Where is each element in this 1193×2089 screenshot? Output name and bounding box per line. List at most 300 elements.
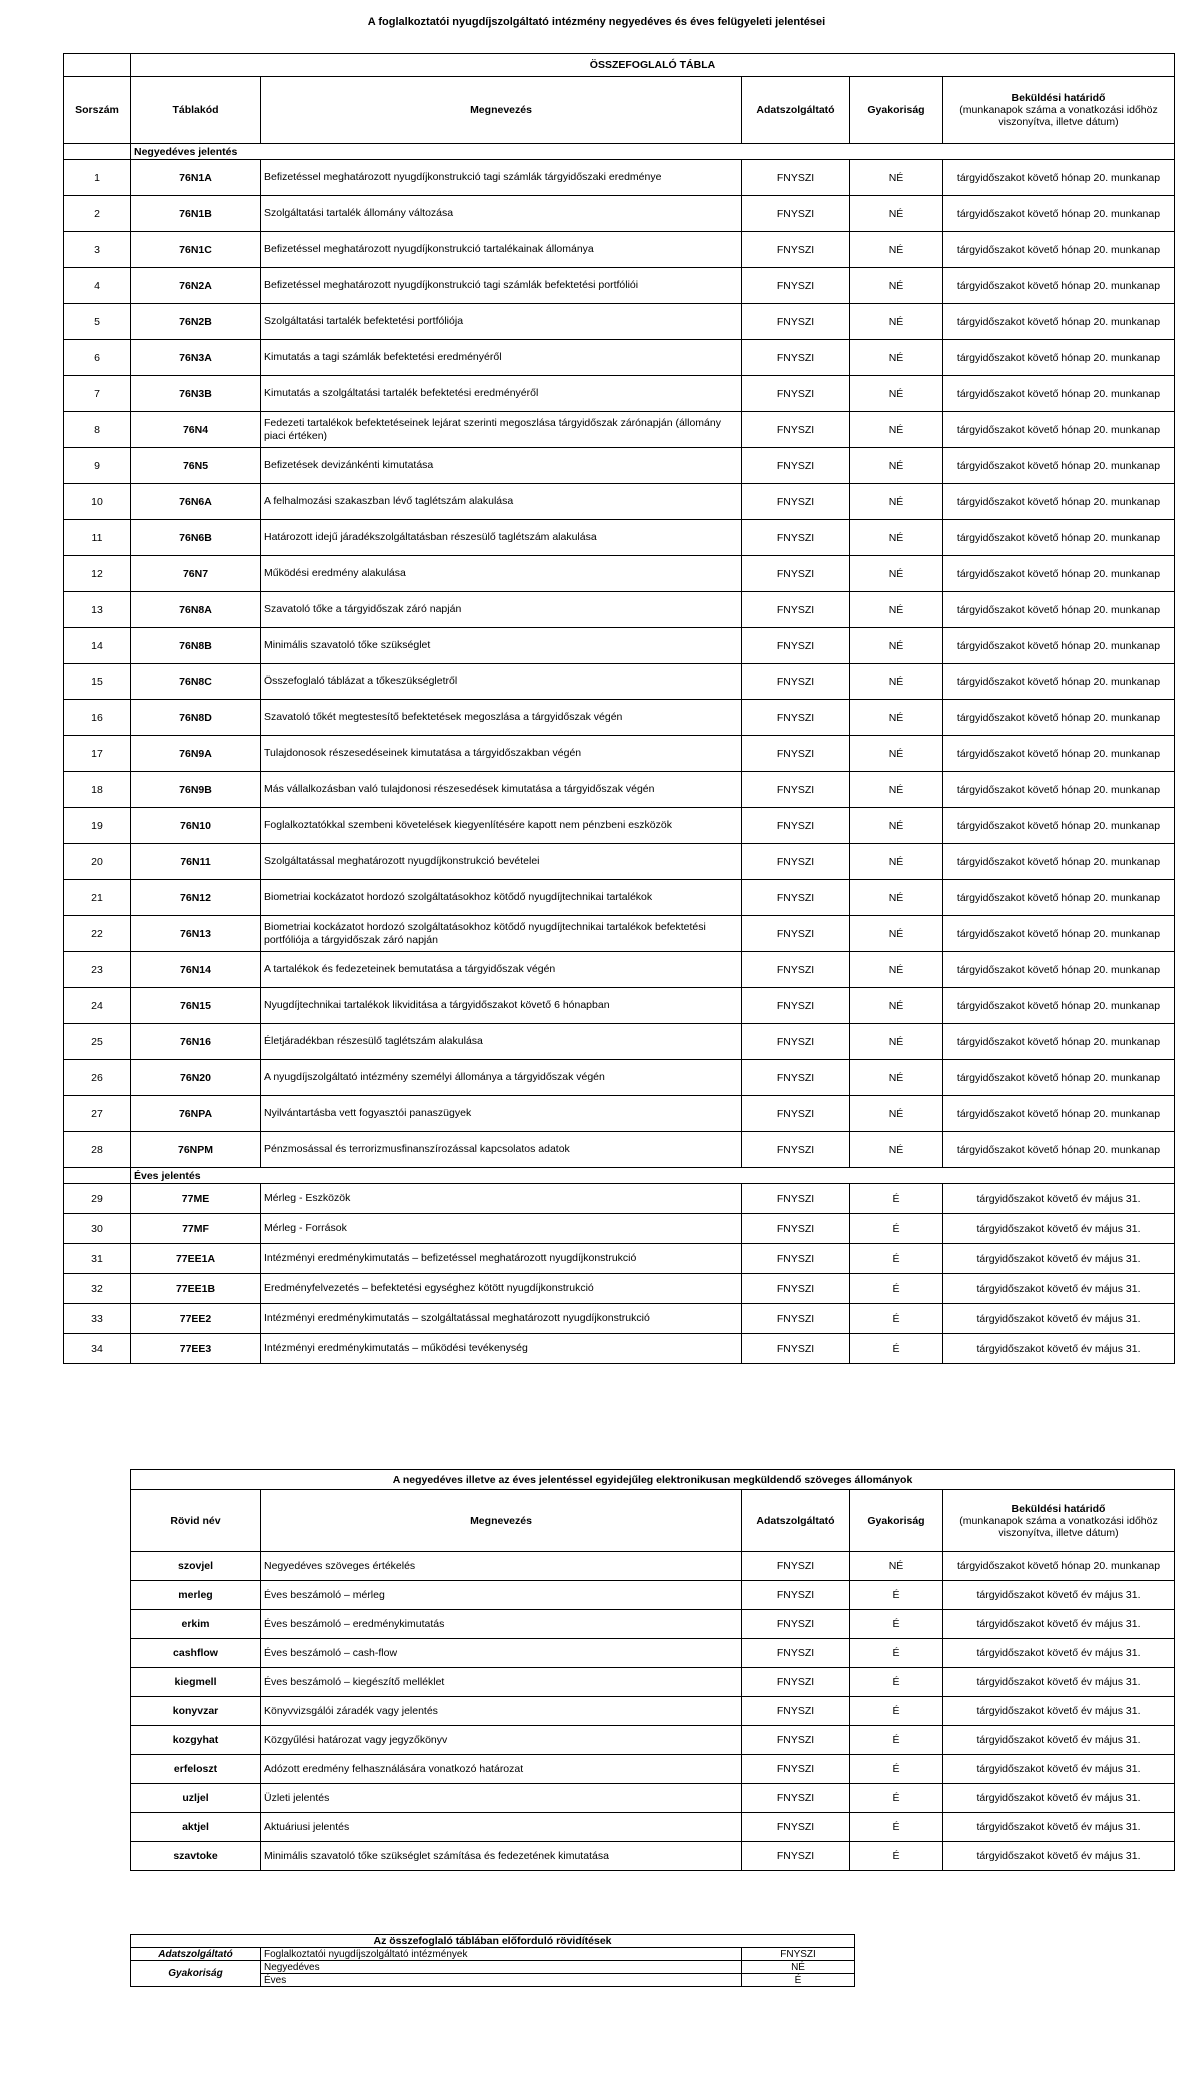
frequency: NÉ (850, 232, 943, 268)
abbrev-gyakorisag-label: Gyakoriság (131, 1961, 261, 1987)
table-code: 76N11 (131, 844, 261, 880)
table-code: 76N2A (131, 268, 261, 304)
row-name: Aktuáriusi jelentés (261, 1813, 742, 1842)
data-provider: FNYSZI (742, 484, 850, 520)
table-code: 76N8B (131, 628, 261, 664)
table-code: 76N14 (131, 952, 261, 988)
deadline: tárgyidőszakot követő hónap 20. munkanap (943, 988, 1175, 1024)
deadline: tárgyidőszakot követő év május 31. (943, 1610, 1175, 1639)
table-row (64, 1132, 1175, 1168)
frequency: NÉ (850, 664, 943, 700)
table-row (64, 376, 1175, 412)
annual-rows (64, 1168, 1175, 1364)
table-row (64, 196, 1175, 232)
data-provider: FNYSZI (742, 1334, 850, 1364)
row-name: Nyugdíjtechnikai tartalékok likviditása a tárgyidőszakot követő 6 hónapban (261, 988, 742, 1024)
frequency: É (850, 1668, 943, 1697)
frequency: NÉ (850, 268, 943, 304)
table-row (64, 484, 1175, 520)
row-number: 17 (64, 736, 131, 772)
row-name: Életjáradékban részesülő taglétszám alakulása (261, 1024, 742, 1060)
deadline: tárgyidőszakot követő hónap 20. munkanap (943, 916, 1175, 952)
deadline: tárgyidőszakot követő év május 31. (943, 1334, 1175, 1364)
data-provider: FNYSZI (742, 1274, 850, 1304)
frequency: É (850, 1842, 943, 1871)
row-number: 5 (64, 304, 131, 340)
frequency: NÉ (850, 988, 943, 1024)
table-row (64, 268, 1175, 304)
row-name: Minimális szavatoló tőke szükséglet (261, 628, 742, 664)
header-adatszolgaltato: Adatszolgáltató (742, 1490, 850, 1552)
data-provider: FNYSZI (742, 1726, 850, 1755)
summary-table-caption: ÖSSZEFOGLALÓ TÁBLA (131, 54, 1175, 77)
table-code: 76N1A (131, 160, 261, 196)
row-name: Intézményi eredménykimutatás – működési tevékenység (261, 1334, 742, 1364)
row-name: Üzleti jelentés (261, 1784, 742, 1813)
table-code: 76N4 (131, 412, 261, 448)
row-number: 12 (64, 556, 131, 592)
row-name: Adózott eredmény felhasználására vonatkozó határozat (261, 1755, 742, 1784)
row-name: Szolgáltatással meghatározott nyugdíjkonstrukció bevételei (261, 844, 742, 880)
data-provider: FNYSZI (742, 1813, 850, 1842)
row-name: Mérleg - Források (261, 1214, 742, 1244)
table-row (64, 556, 1175, 592)
deadline: tárgyidőszakot követő hónap 20. munkanap (943, 412, 1175, 448)
frequency: É (850, 1304, 943, 1334)
abbrev-adatszolgaltato-abbr: FNYSZI (742, 1948, 855, 1961)
frequency: NÉ (850, 736, 943, 772)
row-name: Intézményi eredménykimutatás – szolgáltatással meghatározott nyugdíjkonstrukció (261, 1304, 742, 1334)
row-number: 2 (64, 196, 131, 232)
table-row (131, 1813, 1175, 1842)
table-code: 76N8C (131, 664, 261, 700)
row-number: 10 (64, 484, 131, 520)
data-provider: FNYSZI (742, 1668, 850, 1697)
row-name: Biometriai kockázatot hordozó szolgáltatásokhoz kötődő nyugdíjtechnikai tartalékok (261, 880, 742, 916)
row-number: 31 (64, 1244, 131, 1274)
row-name: Befizetéssel meghatározott nyugdíjkonstrukció tagi számlák befektetési portfóliói (261, 268, 742, 304)
row-number: 18 (64, 772, 131, 808)
table-row (131, 1842, 1175, 1871)
table-code: 76N13 (131, 916, 261, 952)
short-name: konyvzar (131, 1697, 261, 1726)
deadline: tárgyidőszakot követő hónap 20. munkanap (943, 520, 1175, 556)
data-provider: FNYSZI (742, 772, 850, 808)
row-number: 20 (64, 844, 131, 880)
data-provider: FNYSZI (742, 1184, 850, 1214)
text-table-caption: A negyedéves illetve az éves jelentéssel egyidejűleg elektronikusan megküldendő szöveges állományok (131, 1470, 1175, 1490)
row-name: Szolgáltatási tartalék állomány változása (261, 196, 742, 232)
row-name: A felhalmozási szakaszban lévő taglétszám alakulása (261, 484, 742, 520)
frequency: É (850, 1726, 943, 1755)
table-row (131, 1610, 1175, 1639)
frequency: NÉ (850, 1096, 943, 1132)
table-row (131, 1581, 1175, 1610)
frequency: NÉ (850, 1552, 943, 1581)
table-row (131, 1697, 1175, 1726)
deadline: tárgyidőszakot követő hónap 20. munkanap (943, 952, 1175, 988)
table-row (64, 628, 1175, 664)
table-code: 76N6B (131, 520, 261, 556)
row-number: 23 (64, 952, 131, 988)
table-row (64, 412, 1175, 448)
deadline: tárgyidőszakot követő hónap 20. munkanap (943, 268, 1175, 304)
abbrev-gyak-q-abbr: NÉ (742, 1961, 855, 1974)
table-row (64, 1244, 1175, 1274)
deadline: tárgyidőszakot követő hónap 20. munkanap (943, 376, 1175, 412)
table-row (64, 1274, 1175, 1304)
data-provider: FNYSZI (742, 880, 850, 916)
data-provider: FNYSZI (742, 412, 850, 448)
row-number: 21 (64, 880, 131, 916)
row-name: Befizetéssel meghatározott nyugdíjkonstrukció tagi számlák tárgyidőszaki eredménye (261, 160, 742, 196)
frequency: NÉ (850, 556, 943, 592)
row-name: Nyilvántartásba vett fogyasztói panaszügyek (261, 1096, 742, 1132)
row-name: A tartalékok és fedezeteinek bemutatása a tárgyidőszak végén (261, 952, 742, 988)
data-provider: FNYSZI (742, 1697, 850, 1726)
row-name: Szolgáltatási tartalék befektetési portfóliója (261, 304, 742, 340)
frequency: NÉ (850, 952, 943, 988)
row-number: 32 (64, 1274, 131, 1304)
data-provider: FNYSZI (742, 916, 850, 952)
row-number: 9 (64, 448, 131, 484)
data-provider: FNYSZI (742, 1214, 850, 1244)
table-row (64, 700, 1175, 736)
deadline: tárgyidőszakot követő év május 31. (943, 1697, 1175, 1726)
row-name: Éves beszámoló – kiegészítő melléklet (261, 1668, 742, 1697)
table-code: 76N8D (131, 700, 261, 736)
frequency: NÉ (850, 592, 943, 628)
header-rovid-nev: Rövid név (131, 1490, 261, 1552)
deadline: tárgyidőszakot követő hónap 20. munkanap (943, 556, 1175, 592)
row-name: Negyedéves szöveges értékelés (261, 1552, 742, 1581)
deadline: tárgyidőszakot követő hónap 20. munkanap (943, 628, 1175, 664)
row-name: Kimutatás a tagi számlák befektetési eredményéről (261, 340, 742, 376)
row-name: Éves beszámoló – mérleg (261, 1581, 742, 1610)
table-row (64, 1096, 1175, 1132)
data-provider: FNYSZI (742, 232, 850, 268)
row-name: Szavatoló tőke a tárgyidőszak záró napján (261, 592, 742, 628)
table-code: 76N1B (131, 196, 261, 232)
data-provider: FNYSZI (742, 556, 850, 592)
short-name: szovjel (131, 1552, 261, 1581)
row-number: 19 (64, 808, 131, 844)
data-provider: FNYSZI (742, 1024, 850, 1060)
table-code: 77EE1A (131, 1244, 261, 1274)
header-sorszam: Sorszám (64, 77, 131, 144)
summary-table (63, 53, 1175, 1364)
row-name: Más vállalkozásban való tulajdonosi részesedések kimutatása a tárgyidőszak végén (261, 772, 742, 808)
row-name: Működési eredmény alakulása (261, 556, 742, 592)
table-row (64, 664, 1175, 700)
row-number: 13 (64, 592, 131, 628)
row-name: Könyvvizsgálói záradék vagy jelentés (261, 1697, 742, 1726)
row-name: Éves beszámoló – cash-flow (261, 1639, 742, 1668)
row-number: 28 (64, 1132, 131, 1168)
table-row (64, 1060, 1175, 1096)
row-number: 29 (64, 1184, 131, 1214)
table-row (64, 916, 1175, 952)
data-provider: FNYSZI (742, 700, 850, 736)
row-name: Befizetéssel meghatározott nyugdíjkonstrukció tartalékainak állománya (261, 232, 742, 268)
table-row (64, 304, 1175, 340)
deadline: tárgyidőszakot követő hónap 20. munkanap (943, 664, 1175, 700)
frequency: NÉ (850, 160, 943, 196)
frequency: NÉ (850, 700, 943, 736)
row-name: Éves beszámoló – eredménykimutatás (261, 1610, 742, 1639)
deadline: tárgyidőszakot követő hónap 20. munkanap (943, 700, 1175, 736)
data-provider: FNYSZI (742, 1784, 850, 1813)
table-code: 76N8A (131, 592, 261, 628)
table-code: 76N1C (131, 232, 261, 268)
data-provider: FNYSZI (742, 664, 850, 700)
frequency: É (850, 1214, 943, 1244)
data-provider: FNYSZI (742, 160, 850, 196)
abbrev-caption: Az összefoglaló táblában előforduló rövidítések (131, 1935, 855, 1948)
header-bekuldesi-sub: (munkanapok száma a vonatkozási időhöz viszonyítva, illetve dátum) (959, 104, 1158, 128)
data-provider: FNYSZI (742, 592, 850, 628)
table-code: 76N9A (131, 736, 261, 772)
frequency: NÉ (850, 1024, 943, 1060)
deadline: tárgyidőszakot követő hónap 20. munkanap (943, 304, 1175, 340)
data-provider: FNYSZI (742, 1581, 850, 1610)
header-bekuldesi (943, 77, 1175, 144)
table-row (64, 1024, 1175, 1060)
deadline: tárgyidőszakot követő év május 31. (943, 1581, 1175, 1610)
table-row (131, 1552, 1175, 1581)
table-row (64, 880, 1175, 916)
row-name: A nyugdíjszolgáltató intézmény személyi állománya a tárgyidőszak végén (261, 1060, 742, 1096)
table-row (64, 772, 1175, 808)
frequency: NÉ (850, 448, 943, 484)
short-name: erfeloszt (131, 1755, 261, 1784)
deadline: tárgyidőszakot követő év május 31. (943, 1639, 1175, 1668)
abbreviations-table (130, 1934, 855, 1987)
deadline: tárgyidőszakot követő hónap 20. munkanap (943, 160, 1175, 196)
row-number: 15 (64, 664, 131, 700)
short-name: uzljel (131, 1784, 261, 1813)
data-provider: FNYSZI (742, 340, 850, 376)
frequency: NÉ (850, 808, 943, 844)
table-code: 76N9B (131, 772, 261, 808)
table-code: 77MF (131, 1214, 261, 1244)
frequency: NÉ (850, 880, 943, 916)
data-provider: FNYSZI (742, 1842, 850, 1871)
section-quarterly: Negyedéves jelentés (131, 144, 1175, 160)
abbrev-adatszolgaltato-desc: Foglalkoztatói nyugdíjszolgáltató intézmények (261, 1948, 742, 1961)
deadline: tárgyidőszakot követő hónap 20. munkanap (943, 232, 1175, 268)
short-name: merleg (131, 1581, 261, 1610)
row-name: Mérleg - Eszközök (261, 1184, 742, 1214)
deadline: tárgyidőszakot követő hónap 20. munkanap (943, 1096, 1175, 1132)
data-provider: FNYSZI (742, 196, 850, 232)
row-number: 34 (64, 1334, 131, 1364)
row-name: Kimutatás a szolgáltatási tartalék befektetési eredményéről (261, 376, 742, 412)
row-name: Fedezeti tartalékok befektetéseinek lejárat szerinti megoszlása tárgyidőszak zárónapján (állomány piaci értéken) (261, 412, 742, 448)
data-provider: FNYSZI (742, 988, 850, 1024)
data-provider: FNYSZI (742, 304, 850, 340)
row-name: Határozott idejű járadékszolgáltatásban részesülő taglétszám alakulása (261, 520, 742, 556)
row-number: 25 (64, 1024, 131, 1060)
deadline: tárgyidőszakot követő hónap 20. munkanap (943, 448, 1175, 484)
row-name: Foglalkoztatókkal szembeni követelések kiegyenlítésére kapott nem pénzbeni eszközök (261, 808, 742, 844)
frequency: NÉ (850, 1132, 943, 1168)
frequency: NÉ (850, 520, 943, 556)
table-code: 76N10 (131, 808, 261, 844)
header-bekuldesi (943, 1490, 1175, 1552)
row-number: 11 (64, 520, 131, 556)
header-gyakorisag: Gyakoriság (850, 77, 943, 144)
table-code: 77EE3 (131, 1334, 261, 1364)
row-number: 1 (64, 160, 131, 196)
frequency: É (850, 1334, 943, 1364)
data-provider: FNYSZI (742, 844, 850, 880)
table-code: 76N7 (131, 556, 261, 592)
abbrev-adatszolgaltato-label: Adatszolgáltató (131, 1948, 261, 1961)
row-number: 24 (64, 988, 131, 1024)
data-provider: FNYSZI (742, 1132, 850, 1168)
row-number: 27 (64, 1096, 131, 1132)
deadline: tárgyidőszakot követő hónap 20. munkanap (943, 808, 1175, 844)
row-name: Befizetések devizánkénti kimutatása (261, 448, 742, 484)
frequency: É (850, 1244, 943, 1274)
row-name: Közgyűlési határozat vagy jegyzőkönyv (261, 1726, 742, 1755)
deadline: tárgyidőszakot követő év május 31. (943, 1184, 1175, 1214)
deadline: tárgyidőszakot követő év május 31. (943, 1842, 1175, 1871)
table-code: 76NPA (131, 1096, 261, 1132)
row-number: 33 (64, 1304, 131, 1334)
data-provider: FNYSZI (742, 376, 850, 412)
deadline: tárgyidőszakot követő hónap 20. munkanap (943, 484, 1175, 520)
frequency: É (850, 1274, 943, 1304)
frequency: NÉ (850, 844, 943, 880)
data-provider: FNYSZI (742, 1552, 850, 1581)
row-name: Biometriai kockázatot hordozó szolgáltatásokhoz kötődő nyugdíjtechnikai tartalékok befektetési portfóliója a tárgyidőszak záró napján (261, 916, 742, 952)
frequency: É (850, 1184, 943, 1214)
frequency: É (850, 1813, 943, 1842)
deadline: tárgyidőszakot követő hónap 20. munkanap (943, 1024, 1175, 1060)
data-provider: FNYSZI (742, 736, 850, 772)
data-provider: FNYSZI (742, 448, 850, 484)
quarterly-rows (64, 144, 1175, 1168)
table-row (131, 1668, 1175, 1697)
deadline: tárgyidőszakot követő hónap 20. munkanap (943, 1552, 1175, 1581)
frequency: NÉ (850, 484, 943, 520)
data-provider: FNYSZI (742, 268, 850, 304)
table-code: 77EE1B (131, 1274, 261, 1304)
table-code: 76N12 (131, 880, 261, 916)
table-row (64, 1214, 1175, 1244)
row-number: 30 (64, 1214, 131, 1244)
deadline: tárgyidőszakot követő év május 31. (943, 1784, 1175, 1813)
deadline: tárgyidőszakot követő év május 31. (943, 1755, 1175, 1784)
abbrev-gyak-a-desc: Éves (261, 1974, 742, 1987)
table-row (64, 160, 1175, 196)
data-provider: FNYSZI (742, 1304, 850, 1334)
deadline: tárgyidőszakot követő év május 31. (943, 1244, 1175, 1274)
section-annual: Éves jelentés (131, 1168, 1175, 1184)
row-name: Tulajdonosok részesedéseinek kimutatása a tárgyidőszakban végén (261, 736, 742, 772)
data-provider: FNYSZI (742, 628, 850, 664)
table-row (64, 952, 1175, 988)
frequency: É (850, 1639, 943, 1668)
row-name: Szavatoló tőkét megtestesítő befektetések megoszlása a tárgyidőszak végén (261, 700, 742, 736)
data-provider: FNYSZI (742, 1610, 850, 1639)
row-name: Pénzmosással és terrorizmusfinanszírozással kapcsolatos adatok (261, 1132, 742, 1168)
row-name: Eredményfelvezetés – befektetési egységhez kötött nyugdíjkonstrukció (261, 1274, 742, 1304)
frequency: É (850, 1581, 943, 1610)
table-row (64, 1334, 1175, 1364)
header-bekuldesi-sub: (munkanapok száma a vonatkozási időhöz viszonyítva, illetve dátum) (959, 1514, 1158, 1539)
deadline: tárgyidőszakot követő hónap 20. munkanap (943, 772, 1175, 808)
table-row (64, 1184, 1175, 1214)
table-row (64, 1304, 1175, 1334)
deadline: tárgyidőszakot követő év május 31. (943, 1214, 1175, 1244)
frequency: NÉ (850, 376, 943, 412)
frequency: NÉ (850, 628, 943, 664)
frequency: NÉ (850, 412, 943, 448)
frequency: NÉ (850, 304, 943, 340)
deadline: tárgyidőszakot követő év május 31. (943, 1274, 1175, 1304)
table-code: 76N15 (131, 988, 261, 1024)
row-number: 6 (64, 340, 131, 376)
header-megnevezes: Megnevezés (261, 1490, 742, 1552)
table-row (64, 736, 1175, 772)
header-adatszolgaltato: Adatszolgáltató (742, 77, 850, 144)
row-number: 22 (64, 916, 131, 952)
frequency: NÉ (850, 772, 943, 808)
table-code: 76NPM (131, 1132, 261, 1168)
data-provider: FNYSZI (742, 520, 850, 556)
deadline: tárgyidőszakot követő hónap 20. munkanap (943, 880, 1175, 916)
frequency: NÉ (850, 1060, 943, 1096)
table-code: 76N16 (131, 1024, 261, 1060)
deadline: tárgyidőszakot követő év május 31. (943, 1813, 1175, 1842)
table-row (64, 448, 1175, 484)
row-number: 14 (64, 628, 131, 664)
row-name: Összefoglaló táblázat a tőkeszükségletről (261, 664, 742, 700)
header-tablakod: Táblakód (131, 77, 261, 144)
row-name: Intézményi eredménykimutatás – befizetéssel meghatározott nyugdíjkonstrukció (261, 1244, 742, 1274)
frequency: É (850, 1610, 943, 1639)
deadline: tárgyidőszakot követő hónap 20. munkanap (943, 1060, 1175, 1096)
table-row (131, 1784, 1175, 1813)
deadline: tárgyidőszakot követő hónap 20. munkanap (943, 340, 1175, 376)
table-row (64, 592, 1175, 628)
header-megnevezes: Megnevezés (261, 77, 742, 144)
table-row (64, 844, 1175, 880)
abbrev-gyak-q-desc: Negyedéves (261, 1961, 742, 1974)
short-name: kozgyhat (131, 1726, 261, 1755)
row-name: Minimális szavatoló tőke szükséglet számítása és fedezetének kimutatása (261, 1842, 742, 1871)
text-files-rows (131, 1552, 1175, 1871)
short-name: cashflow (131, 1639, 261, 1668)
header-bekuldesi-title: Beküldési határidő (1011, 1502, 1106, 1515)
data-provider: FNYSZI (742, 1244, 850, 1274)
page-title: A foglalkoztatói nyugdíjszolgáltató intézmény negyedéves és éves felügyeleti jelentései (367, 16, 826, 28)
data-provider: FNYSZI (742, 1639, 850, 1668)
frequency: NÉ (850, 196, 943, 232)
header-bekuldesi-title: Beküldési határidő (1011, 92, 1106, 104)
deadline: tárgyidőszakot követő hónap 20. munkanap (943, 592, 1175, 628)
table-code: 76N5 (131, 448, 261, 484)
data-provider: FNYSZI (742, 1060, 850, 1096)
data-provider: FNYSZI (742, 1096, 850, 1132)
deadline: tárgyidőszakot követő hónap 20. munkanap (943, 1132, 1175, 1168)
text-files-table (130, 1469, 1175, 1871)
table-code: 77ME (131, 1184, 261, 1214)
short-name: kiegmell (131, 1668, 261, 1697)
